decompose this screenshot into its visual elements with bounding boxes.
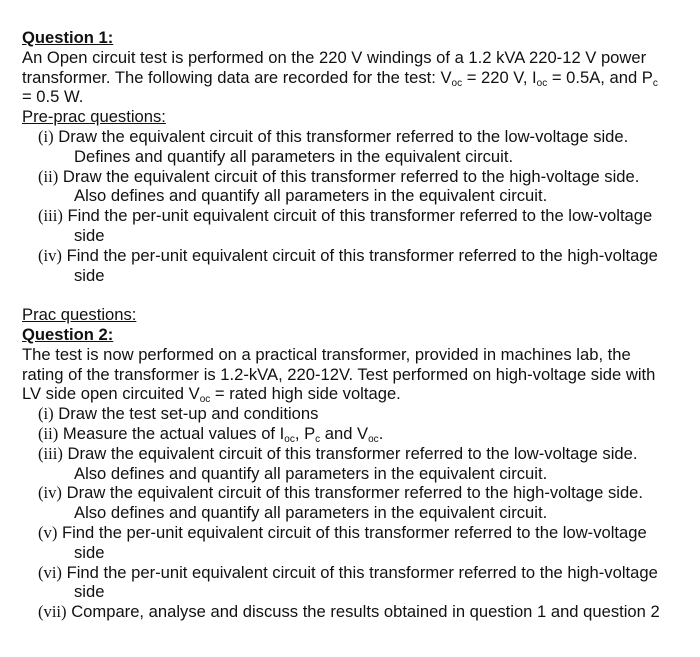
item-continuation: side xyxy=(74,582,105,602)
item-continuation: Also defines and quantify all parameters in the equivalent circuit. xyxy=(74,186,548,206)
list-item xyxy=(38,523,682,543)
item-continuation: Also defines and quantify all parameters in the equivalent circuit. xyxy=(74,503,548,523)
list-item xyxy=(38,602,682,622)
list-item xyxy=(38,246,682,266)
item-text: Draw the equivalent circuit of this transformer referred to the low-voltage side. xyxy=(53,126,629,146)
item-text: Find the per-unit equivalent circuit of this transformer referred to the high-voltage xyxy=(61,562,658,582)
item-number: (vii) xyxy=(38,602,67,622)
subscript: oc xyxy=(199,394,211,406)
q2-intro-line-1: The test is now performed on a practical transformer, provided in machines lab, the xyxy=(22,344,631,364)
list-item xyxy=(38,206,682,226)
subscript: oc xyxy=(368,433,379,445)
question-1-heading: Question 1: xyxy=(22,28,114,47)
item-number: (v) xyxy=(38,522,58,542)
q1-intro-text: = 0.5A, and P xyxy=(547,67,653,87)
subscript: oc xyxy=(536,77,548,89)
item-text: Compare, analyse and discuss the results obtained in question 1 and question 2 xyxy=(66,602,660,622)
item-text: and V xyxy=(320,423,369,443)
list-item xyxy=(38,424,682,444)
item-number: (i) xyxy=(38,126,54,146)
item-text: , P xyxy=(294,423,316,443)
subscript: c xyxy=(652,77,658,89)
item-text: Find the per-unit equivalent circuit of this transformer referred to the high-voltage xyxy=(61,245,658,265)
q1-intro-line-2 xyxy=(22,68,682,88)
q2-intro-text: = rated high side voltage. xyxy=(210,384,401,404)
list-item xyxy=(38,167,682,187)
subscript: oc xyxy=(451,77,463,89)
item-number: (iii) xyxy=(38,443,63,463)
list-item xyxy=(38,404,682,424)
item-text: Find the per-unit equivalent circuit of this transformer referred to the low-voltage xyxy=(57,522,647,542)
q2-intro-line-3 xyxy=(22,384,682,404)
spacer xyxy=(22,285,682,305)
item-continuation: Also defines and quantify all parameters in the equivalent circuit. xyxy=(74,463,548,483)
q1-intro-text: transformer. The following data are recorded for the test: V xyxy=(22,67,452,87)
item-text: Draw the equivalent circuit of this transformer referred to the high-voltage side. xyxy=(61,483,644,503)
q1-intro-text: = 220 V, I xyxy=(462,67,537,87)
q2-intro-text: LV side open circuited V xyxy=(22,384,200,404)
item-continuation: side xyxy=(74,225,105,245)
item-continuation: side xyxy=(74,265,105,285)
item-number: (ii) xyxy=(38,166,59,186)
item-text: Draw the test set-up and conditions xyxy=(53,404,319,424)
item-number: (ii) xyxy=(38,423,59,443)
item-text: Find the per-unit equivalent circuit of this transformer referred to the low-voltage xyxy=(62,206,653,226)
item-text: Draw the equivalent circuit of this transformer referred to the high-voltage side. xyxy=(58,166,640,186)
q2-intro-line-2: rating of the transformer is 1.2-kVA, 220-12V. Test performed on high-voltage side with xyxy=(22,364,656,384)
item-number: (i) xyxy=(38,404,54,424)
item-text: Draw the equivalent circuit of this transformer referred to the low-voltage side. xyxy=(62,443,638,463)
subscript: c xyxy=(315,433,321,445)
item-continuation: side xyxy=(74,542,105,562)
item-number: (iii) xyxy=(38,206,63,226)
item-number: (iv) xyxy=(38,483,62,503)
question-2-heading: Question 2: xyxy=(22,324,114,344)
q1-intro-line-3: = 0.5 W. xyxy=(22,87,84,107)
q1-intro-line-1: An Open circuit test is performed on the 220 V windings of a 1.2 kVA 220-12 V power xyxy=(22,47,647,67)
item-number: (vi) xyxy=(38,562,62,582)
list-item xyxy=(38,563,682,583)
list-item xyxy=(38,127,682,147)
pre-prac-label: Pre-prac questions: xyxy=(22,107,166,127)
subscript: oc xyxy=(284,433,295,445)
item-text: . xyxy=(378,423,384,443)
item-continuation: Defines and quantify all parameters in the equivalent circuit. xyxy=(74,146,514,166)
list-item xyxy=(38,483,682,503)
list-item xyxy=(38,444,682,464)
prac-label: Prac questions: xyxy=(22,305,137,325)
document xyxy=(22,28,682,622)
item-text: Measure the actual values of I xyxy=(58,423,285,443)
item-number: (iv) xyxy=(38,245,62,265)
